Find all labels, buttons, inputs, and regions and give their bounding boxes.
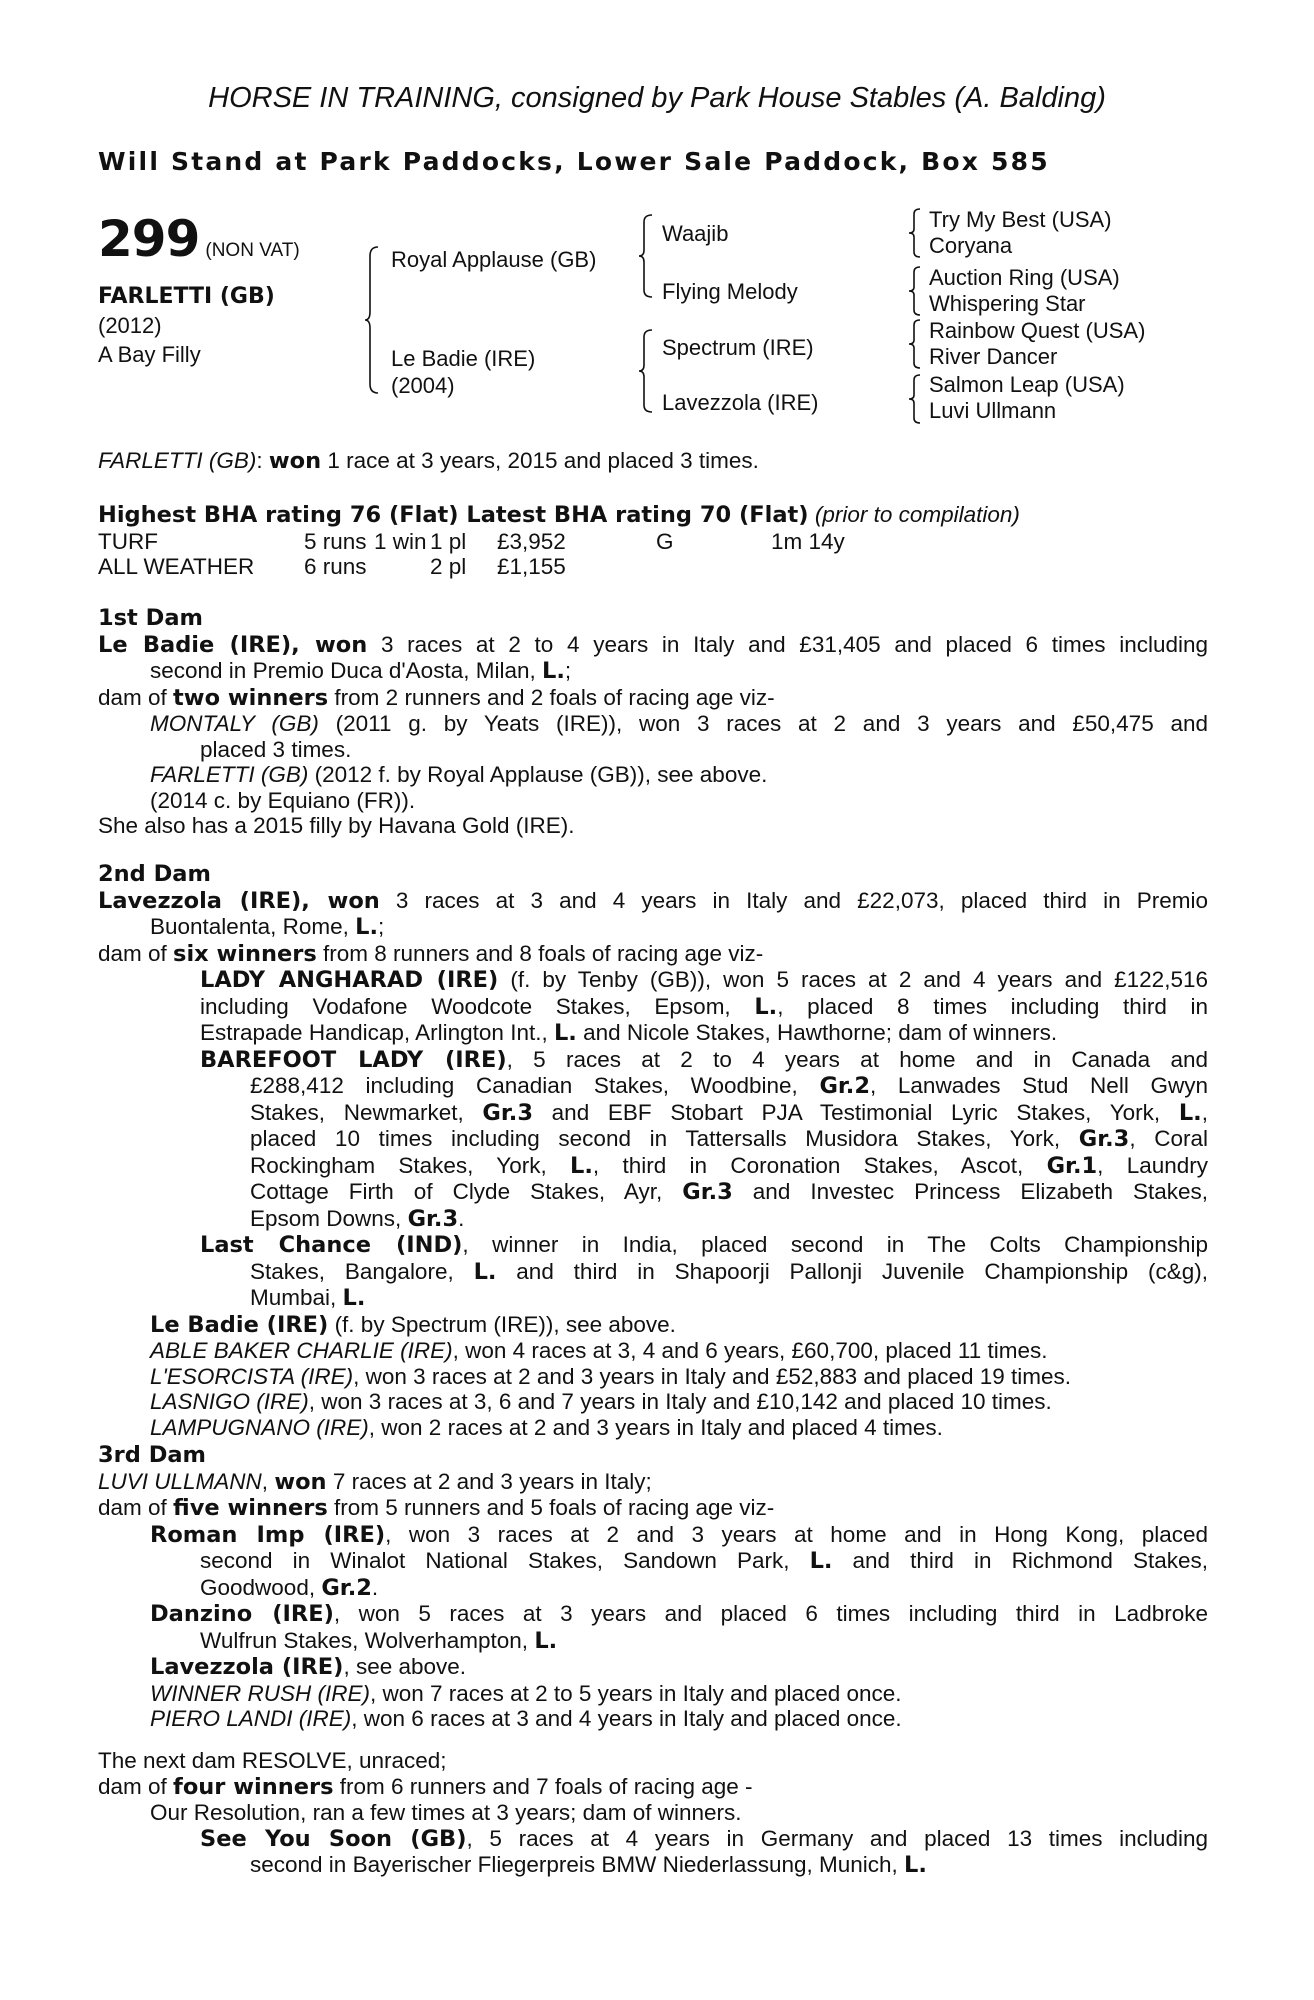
vat-status: (NON VAT)	[205, 240, 300, 261]
race-summary: FARLETTI (GB): won 1 race at 3 years, 2015 and placed 3 times.	[98, 448, 759, 474]
pedigree-ssd: Coryana	[929, 233, 1013, 258]
horse-year: (2012)	[98, 313, 162, 338]
turf-record-row: TURF 5 runs 1 win 1 pl £3,952 G 1m 14y	[98, 528, 845, 554]
bha-ratings: Highest BHA rating 76 (Flat) Latest BHA rating 70 (Flat)	[98, 502, 809, 528]
consignor-header: HORSE IN TRAINING, consigned by Park House Stables (A. Balding)	[208, 82, 1106, 114]
lot-number: 299	[98, 210, 200, 268]
pedigree-sds: Auction Ring (USA)	[929, 265, 1120, 290]
third-dam-section: 3rd Dam LUVI ULLMANN, won 7 races at 2 and 3 years in Italy; dam of five winners from 5 runners and 5 foals of racing age viz- Roman Imp (IRE), won 3 races at 2 and 3 years at home and in Hong Kong, placed second in Winalot National Stakes, Sandown Park, L. and third in Richmond Stakes, Goodwood, Gr.2. Danzino (IRE), won 5 races at 3 years and placed 6 times including third in Ladbroke Wulfrun Stakes, Wolverhampton, L. Lavezzola (IRE), see above. WINNER RUSH (IRE), won 7 races at 2 to 5 years in Italy and placed once. PIERO LANDI (IRE), won 6 races at 3 and 4 years in Italy and placed once.	[98, 1442, 1209, 1731]
pedigree-sire: Royal Applause (GB)	[391, 247, 597, 272]
all-weather-record-row: ALL WEATHER 6 runs 2 pl £1,155	[98, 554, 566, 579]
pedigree-dam: Le Badie (IRE)	[391, 346, 536, 371]
first-dam-section: 1st Dam Le Badie (IRE), won 3 races at 2 to 4 years in Italy and £31,405 and placed 6 times including second in Premio Duca d'Aosta, Milan, L.; dam of two winners from 2 runners and 2 foals of racing age viz- MONTALY (GB) (2011 g. by Yeats (IRE)), won 3 races at 2 and 3 years and £50,475 and placed 3 times. FARLETTI (GB) (2012 f. by Royal Applause (GB)), see above. (2014 c. by Equiano (FR)). She also has a 2015 filly by Havana Gold (IRE).	[98, 605, 1209, 838]
pedigree-ddd: Luvi Ullmann	[929, 398, 1057, 423]
pedigree-sss: Try My Best (USA)	[929, 207, 1112, 232]
second-dam-section: 2nd Dam Lavezzola (IRE), won 3 races at 3 and 4 years in Italy and £22,073, placed third in Premio Buontalenta, Rome, L.; dam of six winners from 8 runners and 8 foals of racing age viz- LADY ANGHARAD (IRE) (f. by Tenby (GB)), won 5 races at 2 and 4 years and £122,516 including Vodafone Woodcote Stakes, Epsom, L., placed 8 times including third in Estrapade Handicap, Arlington Int., L. and Nicole Stakes, Hawthorne; dam of winners. BAREFOOT LADY (IRE), 5 races at 2 to 4 years at home and in Canada and £288,412 including Canadian Stakes, Woodbine, Gr.2, Lanwades Stud Nell Gwyn Stakes, Newmarket, Gr.3 and EBF Stobart PJA Testimonial Lyric Stakes, York, L., placed 10 times including second in Tattersalls Musidora Stakes, York, Gr.3, Coral Rockingham Stakes, York, L., third in Coronation Stakes, Ascot, Gr.1, Laundry Cottage Firth of Clyde Stakes, Ayr, Gr.3 and Investec Princess Elizabeth Stakes, Epsom Downs, Gr.3. Last Chance (IND), winner in India, placed second in The Colts Championship Stakes, Bangalore, L. and third in Shapoorji Pallonji Juvenile Championship (c&g), Mumbai, L. Le Badie (IRE) (f. by Spectrum (IRE)), see above. ABLE BAKER CHARLIE (IRE), won 4 races at 3, 4 and 6 years, £60,700, placed 11 times. L'ESORCISTA (IRE), won 3 races at 2 and 3 years in Italy and £52,883 and placed 19 times. LASNIGO (IRE), won 3 races at 3, 6 and 7 years in Italy and £10,142 and placed 10 times. LAMPUGNANO (IRE), won 2 races at 2 and 3 years in Italy and placed 4 times.	[98, 861, 1209, 1440]
pedigree-dds: Salmon Leap (USA)	[929, 372, 1125, 397]
ratings-note: (prior to compilation)	[808, 502, 1020, 527]
horse-name: FARLETTI (GB)	[98, 284, 275, 309]
brace-g3	[908, 319, 922, 369]
section-heading: 1st Dam	[98, 605, 203, 631]
pedigree-dss: Rainbow Quest (USA)	[929, 318, 1146, 343]
pedigree-dam-year: (2004)	[391, 373, 455, 398]
horse-identity	[98, 282, 275, 369]
lot-number-block	[98, 210, 300, 268]
pedigree-sdd: Whispering Star	[929, 291, 1086, 316]
horse-description: A Bay Filly	[98, 342, 201, 367]
brace-g2	[908, 266, 922, 316]
ratings-block	[98, 502, 1208, 580]
pedigree-dam-sire: Spectrum (IRE)	[662, 335, 814, 360]
brace-g4	[908, 374, 922, 424]
pedigree-dsd: River Dancer	[929, 344, 1058, 369]
section-heading: 3rd Dam	[98, 1442, 206, 1468]
brace-sire-parents	[638, 214, 654, 298]
next-dam-section: The next dam RESOLVE, unraced; dam of four winners from 6 runners and 7 foals of racing age - Our Resolution, ran a few times at 3 years; dam of winners. See You Soon (GB), 5 races at 4 years in Germany and placed 13 times including second in Bayerischer Fliegerpreis BMW Niederlassung, Munich, L.	[98, 1748, 1208, 1878]
brace-dam-parents	[638, 329, 654, 413]
pedigree-dam-dam: Lavezzola (IRE)	[662, 390, 819, 415]
section-heading: 2nd Dam	[98, 861, 211, 887]
pedigree-sire-dam: Flying Melody	[662, 279, 798, 304]
brace-parents	[364, 246, 380, 394]
stand-location: Will Stand at Park Paddocks, Lower Sale Paddock, Box 585	[98, 147, 1050, 176]
pedigree-sire-sire: Waajib	[662, 221, 729, 246]
brace-g1	[908, 208, 922, 258]
